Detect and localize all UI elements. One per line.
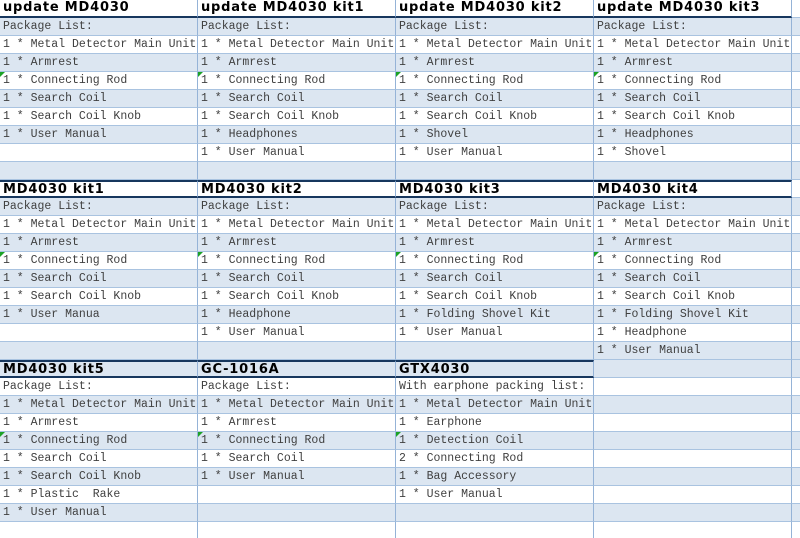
package-item-cell[interactable]: [396, 414, 594, 432]
package-item-cell[interactable]: [0, 90, 198, 108]
cell-text: 1 * Armrest: [399, 236, 475, 249]
product-title-cell[interactable]: [396, 0, 594, 18]
cell-error-indicator-icon: [594, 252, 599, 257]
package-item-cell[interactable]: [396, 378, 594, 396]
cell-text: 1 * Search Coil: [3, 452, 107, 465]
empty-cell[interactable]: [0, 324, 198, 342]
cell-text: 1 * Search Coil: [201, 92, 305, 105]
product-title-cell[interactable]: [396, 360, 594, 378]
sheet-row: [0, 288, 800, 306]
cell-text: 1 * Connecting Rod: [201, 434, 326, 447]
empty-cell[interactable]: [396, 342, 594, 360]
empty-cell[interactable]: [594, 162, 792, 180]
cell-text: 1 * Search Coil: [3, 92, 107, 105]
package-item-cell[interactable]: [0, 414, 198, 432]
package-item-cell[interactable]: [396, 432, 594, 450]
empty-cell[interactable]: [792, 396, 800, 414]
package-item-cell[interactable]: [0, 252, 198, 270]
package-item-cell[interactable]: [594, 342, 792, 360]
package-item-cell[interactable]: [594, 288, 792, 306]
empty-cell[interactable]: [198, 504, 396, 522]
package-item-cell[interactable]: [198, 36, 396, 54]
cell-text: 1 * Metal Detector Main Unit: [3, 38, 197, 51]
empty-cell[interactable]: [198, 342, 396, 360]
cell-text: 1 * Search Coil: [399, 92, 503, 105]
package-item-cell[interactable]: [396, 288, 594, 306]
package-item-cell[interactable]: [198, 396, 396, 414]
product-title-cell[interactable]: [594, 0, 792, 18]
cell-text: 1 * User Manual: [3, 128, 107, 141]
empty-cell[interactable]: [792, 252, 800, 270]
package-item-cell[interactable]: [396, 144, 594, 162]
package-item-cell[interactable]: [198, 18, 396, 36]
sheet-row: [0, 432, 800, 450]
package-item-cell[interactable]: [198, 306, 396, 324]
cell-error-indicator-icon: [198, 252, 203, 257]
empty-cell[interactable]: [396, 504, 594, 522]
cell-text: 1 * Search Coil Knob: [597, 110, 736, 123]
empty-cell[interactable]: [792, 270, 800, 288]
cell-text: 1 * Search Coil: [399, 272, 503, 285]
package-item-cell[interactable]: [0, 198, 198, 216]
sheet-row: [0, 126, 800, 144]
cell-text: 1 * Metal Detector Main Unit: [597, 218, 791, 231]
package-item-cell[interactable]: [594, 198, 792, 216]
cell-text: 1 * Connecting Rod: [399, 254, 524, 267]
empty-cell[interactable]: [792, 486, 800, 504]
cell-error-indicator-icon: [198, 72, 203, 77]
cell-text: 1 * Search Coil Knob: [399, 110, 538, 123]
cell-text: 1 * Search Coil: [201, 452, 305, 465]
cell-text: Package List:: [201, 200, 291, 213]
package-item-cell[interactable]: [0, 54, 198, 72]
package-item-cell[interactable]: [594, 324, 792, 342]
empty-cell[interactable]: [792, 288, 800, 306]
cell-text: 1 * Metal Detector Main Unit: [201, 398, 395, 411]
empty-cell[interactable]: [396, 162, 594, 180]
sheet-row: [0, 108, 800, 126]
cell-text: 1 * Search Coil Knob: [399, 290, 538, 303]
cell-text: 1 * Metal Detector Main Unit: [3, 218, 197, 231]
package-item-cell[interactable]: [396, 216, 594, 234]
empty-cell[interactable]: [396, 522, 594, 538]
empty-cell[interactable]: [792, 198, 800, 216]
package-item-cell[interactable]: [396, 108, 594, 126]
sheet-row: [0, 36, 800, 54]
cell-text: 1 * Connecting Rod: [3, 254, 128, 267]
empty-cell[interactable]: [0, 342, 198, 360]
empty-cell[interactable]: [792, 162, 800, 180]
product-title-cell[interactable]: [0, 0, 198, 18]
product-title-cell[interactable]: [0, 180, 198, 198]
package-item-cell[interactable]: [198, 270, 396, 288]
package-item-cell[interactable]: [0, 36, 198, 54]
empty-cell[interactable]: [594, 414, 792, 432]
cell-text: 1 * Connecting Rod: [597, 254, 722, 267]
empty-cell[interactable]: [594, 432, 792, 450]
sheet-row: [0, 198, 800, 216]
empty-cell[interactable]: [792, 18, 800, 36]
cell-text: 1 * User Manual: [201, 146, 305, 159]
cell-text: 1 * Search Coil Knob: [201, 110, 340, 123]
cell-text: 1 * Armrest: [3, 236, 79, 249]
product-title-label: GC-1016A: [201, 362, 280, 377]
sheet-row: [0, 54, 800, 72]
cell-text: 1 * Bag Accessory: [399, 470, 517, 483]
cell-text: 1 * User Manual: [201, 326, 305, 339]
sheet-row: [0, 18, 800, 36]
package-item-cell[interactable]: [0, 450, 198, 468]
section-header-row: [0, 180, 800, 198]
package-item-cell[interactable]: [396, 324, 594, 342]
cell-text: 1 * Metal Detector Main Unit: [201, 38, 395, 51]
sheet-row: [0, 270, 800, 288]
empty-cell[interactable]: [792, 0, 800, 18]
product-title-cell[interactable]: [198, 180, 396, 198]
package-item-cell[interactable]: [0, 486, 198, 504]
empty-cell[interactable]: [594, 450, 792, 468]
cell-error-indicator-icon: [396, 252, 401, 257]
cell-text: 1 * Shovel: [597, 146, 667, 159]
cell-text: 1 * Connecting Rod: [3, 434, 128, 447]
package-item-cell[interactable]: [396, 270, 594, 288]
cell-error-indicator-icon: [396, 72, 401, 77]
cell-text: 1 * User Manua: [3, 308, 100, 321]
cell-text: Package List:: [201, 20, 291, 33]
empty-cell[interactable]: [792, 90, 800, 108]
cell-text: Package List:: [399, 20, 489, 33]
cell-text: 1 * Metal Detector Main Unit: [399, 218, 593, 231]
package-item-cell[interactable]: [198, 288, 396, 306]
package-item-cell[interactable]: [0, 432, 198, 450]
package-item-cell[interactable]: [0, 396, 198, 414]
sheet-row: [0, 90, 800, 108]
empty-cell[interactable]: [792, 72, 800, 90]
empty-cell[interactable]: [594, 504, 792, 522]
package-item-cell[interactable]: [594, 54, 792, 72]
cell-text: 1 * Metal Detector Main Unit: [3, 398, 197, 411]
cell-text: Package List:: [3, 380, 93, 393]
sheet-row: [0, 450, 800, 468]
empty-cell[interactable]: [792, 144, 800, 162]
package-item-cell[interactable]: [396, 18, 594, 36]
package-item-cell[interactable]: [0, 504, 198, 522]
product-title-cell[interactable]: [198, 360, 396, 378]
cell-text: With earphone packing list:: [399, 380, 586, 393]
cell-text: 1 * Search Coil Knob: [597, 290, 736, 303]
empty-cell[interactable]: [792, 432, 800, 450]
cell-text: 1 * User Manual: [399, 326, 503, 339]
sheet-row: [0, 72, 800, 90]
package-item-cell[interactable]: [198, 144, 396, 162]
cell-text: 1 * Armrest: [597, 56, 673, 69]
package-item-cell[interactable]: [198, 126, 396, 144]
sheet-row: [0, 522, 800, 538]
package-item-cell[interactable]: [396, 468, 594, 486]
empty-cell[interactable]: [198, 522, 396, 538]
package-item-cell[interactable]: [594, 72, 792, 90]
cell-text: 1 * Search Coil Knob: [3, 110, 142, 123]
cell-text: 1 * Armrest: [201, 416, 277, 429]
package-item-cell[interactable]: [198, 414, 396, 432]
empty-cell[interactable]: [792, 216, 800, 234]
cell-text: Package List:: [597, 200, 687, 213]
empty-cell[interactable]: [792, 126, 800, 144]
empty-cell[interactable]: [594, 378, 792, 396]
empty-cell[interactable]: [594, 522, 792, 538]
cell-text: 1 * Search Coil: [597, 272, 701, 285]
cell-text: 1 * Headphones: [597, 128, 694, 141]
package-item-cell[interactable]: [0, 108, 198, 126]
package-item-cell[interactable]: [198, 198, 396, 216]
package-item-cell[interactable]: [0, 378, 198, 396]
cell-text: 1 * Connecting Rod: [201, 74, 326, 87]
cell-text: 1 * Detection Coil: [399, 434, 524, 447]
package-item-cell[interactable]: [396, 234, 594, 252]
empty-cell[interactable]: [792, 522, 800, 538]
cell-text: 1 * Folding Shovel Kit: [399, 308, 551, 321]
product-title-label: update MD4030 kit1: [201, 0, 365, 15]
package-item-cell[interactable]: [594, 144, 792, 162]
package-item-cell[interactable]: [594, 306, 792, 324]
sheet-row: [0, 252, 800, 270]
package-item-cell[interactable]: [0, 234, 198, 252]
sheet-row: [0, 342, 800, 360]
package-item-cell[interactable]: [198, 468, 396, 486]
cell-text: 1 * Armrest: [201, 236, 277, 249]
product-title-cell[interactable]: [594, 180, 792, 198]
empty-cell[interactable]: [198, 162, 396, 180]
cell-text: 1 * User Manual: [399, 488, 503, 501]
empty-cell[interactable]: [0, 162, 198, 180]
product-title-cell[interactable]: [0, 360, 198, 378]
empty-cell[interactable]: [792, 342, 800, 360]
package-item-cell[interactable]: [396, 72, 594, 90]
package-item-cell[interactable]: [396, 252, 594, 270]
empty-cell[interactable]: [594, 468, 792, 486]
product-title-label: update MD4030 kit2: [399, 0, 563, 15]
cell-text: 1 * Shovel: [399, 128, 469, 141]
section-header-row: [0, 360, 800, 378]
empty-cell[interactable]: [792, 306, 800, 324]
cell-text: 1 * Armrest: [399, 56, 475, 69]
empty-cell[interactable]: [594, 396, 792, 414]
package-item-cell[interactable]: [594, 90, 792, 108]
cell-text: 1 * Metal Detector Main Unit: [201, 218, 395, 231]
cell-text: 1 * User Manual: [201, 470, 305, 483]
package-item-cell[interactable]: [198, 90, 396, 108]
package-item-cell[interactable]: [0, 468, 198, 486]
package-item-cell[interactable]: [198, 234, 396, 252]
cell-text: 1 * Headphones: [201, 128, 298, 141]
package-item-cell[interactable]: [0, 126, 198, 144]
section-header-row: [0, 0, 800, 18]
package-item-cell[interactable]: [0, 288, 198, 306]
cell-text: 1 * User Manual: [399, 146, 503, 159]
cell-error-indicator-icon: [198, 432, 203, 437]
empty-cell[interactable]: [198, 486, 396, 504]
cell-text: 1 * Armrest: [3, 416, 79, 429]
cell-text: 1 * Metal Detector Main Unit: [597, 38, 791, 51]
product-title-label: update MD4030: [3, 0, 130, 15]
product-title-cell[interactable]: [396, 180, 594, 198]
empty-cell[interactable]: [792, 108, 800, 126]
product-title-label: MD4030 kit3: [399, 182, 501, 197]
package-item-cell[interactable]: [594, 270, 792, 288]
sheet-row: [0, 216, 800, 234]
cell-text: Package List:: [597, 20, 687, 33]
package-item-cell[interactable]: [594, 126, 792, 144]
cell-text: 1 * Connecting Rod: [3, 74, 128, 87]
package-item-cell[interactable]: [198, 216, 396, 234]
product-title-label: MD4030 kit2: [201, 182, 303, 197]
cell-error-indicator-icon: [594, 72, 599, 77]
cell-text: Package List:: [3, 20, 93, 33]
package-item-cell[interactable]: [396, 198, 594, 216]
empty-cell[interactable]: [0, 144, 198, 162]
package-item-cell[interactable]: [198, 324, 396, 342]
package-item-cell[interactable]: [0, 270, 198, 288]
cell-text: 1 * User Manual: [3, 506, 107, 519]
package-item-cell[interactable]: [594, 108, 792, 126]
sheet-row: [0, 468, 800, 486]
empty-cell[interactable]: [594, 486, 792, 504]
package-item-cell[interactable]: [594, 252, 792, 270]
empty-cell[interactable]: [792, 180, 800, 198]
empty-cell[interactable]: [792, 414, 800, 432]
product-title-label: update MD4030 kit3: [597, 0, 761, 15]
cell-text: 1 * Earphone: [399, 416, 482, 429]
empty-cell[interactable]: [792, 468, 800, 486]
package-item-cell[interactable]: [396, 36, 594, 54]
package-item-cell[interactable]: [0, 18, 198, 36]
package-item-cell[interactable]: [396, 54, 594, 72]
sheet-row: [0, 414, 800, 432]
empty-cell[interactable]: [0, 522, 198, 538]
cell-text: 1 * Search Coil Knob: [3, 470, 142, 483]
cell-text: 1 * Armrest: [597, 236, 673, 249]
package-item-cell[interactable]: [0, 72, 198, 90]
package-item-cell[interactable]: [198, 378, 396, 396]
package-item-cell[interactable]: [396, 450, 594, 468]
cell-error-indicator-icon: [0, 432, 5, 437]
cell-text: 1 * Search Coil: [3, 272, 107, 285]
empty-cell[interactable]: [792, 324, 800, 342]
package-item-cell[interactable]: [198, 450, 396, 468]
empty-cell[interactable]: [792, 234, 800, 252]
sheet-row: [0, 486, 800, 504]
cell-error-indicator-icon: [0, 72, 5, 77]
cell-text: 1 * Metal Detector Main Unit: [399, 38, 593, 51]
sheet-row: [0, 162, 800, 180]
empty-cell[interactable]: [792, 504, 800, 522]
empty-cell[interactable]: [792, 378, 800, 396]
cell-text: 1 * Connecting Rod: [597, 74, 722, 87]
empty-cell[interactable]: [792, 54, 800, 72]
package-item-cell[interactable]: [594, 234, 792, 252]
cell-text: 1 * Armrest: [201, 56, 277, 69]
empty-cell[interactable]: [792, 360, 800, 378]
sheet-row: [0, 306, 800, 324]
package-item-cell[interactable]: [594, 36, 792, 54]
sheet-row: [0, 396, 800, 414]
product-title-label: MD4030 kit1: [3, 182, 105, 197]
package-item-cell[interactable]: [594, 18, 792, 36]
package-item-cell[interactable]: [198, 108, 396, 126]
cell-text: 1 * Search Coil Knob: [201, 290, 340, 303]
cell-text: 1 * Folding Shovel Kit: [597, 308, 749, 321]
empty-cell[interactable]: [792, 450, 800, 468]
cell-text: 1 * Metal Detector Main Unit: [399, 398, 593, 411]
cell-text: 2 * Connecting Rod: [399, 452, 524, 465]
cell-text: 1 * Search Coil Knob: [3, 290, 142, 303]
cell-text: 1 * Connecting Rod: [399, 74, 524, 87]
cell-text: 1 * Headphone: [597, 326, 687, 339]
package-item-cell[interactable]: [0, 306, 198, 324]
cell-text: 1 * Headphone: [201, 308, 291, 321]
cell-text: 1 * Connecting Rod: [201, 254, 326, 267]
sheet-row: [0, 234, 800, 252]
cell-text: 1 * Plastic Rake: [3, 488, 121, 501]
sheet-row: [0, 504, 800, 522]
product-title-label: MD4030 kit5: [3, 362, 105, 377]
sheet-row: [0, 324, 800, 342]
empty-cell[interactable]: [792, 36, 800, 54]
package-item-cell[interactable]: [198, 432, 396, 450]
package-item-cell[interactable]: [396, 306, 594, 324]
cell-text: Package List:: [201, 380, 291, 393]
package-item-cell[interactable]: [0, 216, 198, 234]
empty-cell[interactable]: [594, 360, 792, 378]
package-item-cell[interactable]: [396, 126, 594, 144]
package-item-cell[interactable]: [396, 396, 594, 414]
package-item-cell[interactable]: [198, 54, 396, 72]
package-item-cell[interactable]: [594, 216, 792, 234]
package-item-cell[interactable]: [198, 72, 396, 90]
cell-error-indicator-icon: [396, 432, 401, 437]
cell-text: Package List:: [3, 200, 93, 213]
cell-error-indicator-icon: [0, 252, 5, 257]
cell-text: 1 * Armrest: [3, 56, 79, 69]
package-item-cell[interactable]: [198, 252, 396, 270]
package-item-cell[interactable]: [396, 90, 594, 108]
cell-text: 1 * Search Coil: [201, 272, 305, 285]
package-item-cell[interactable]: [396, 486, 594, 504]
product-title-label: MD4030 kit4: [597, 182, 699, 197]
cell-text: 1 * Search Coil: [597, 92, 701, 105]
sheet-row: [0, 378, 800, 396]
cell-text: 1 * User Manual: [597, 344, 701, 357]
product-title-cell[interactable]: [198, 0, 396, 18]
cell-text: Package List:: [399, 200, 489, 213]
sheet-row: [0, 144, 800, 162]
product-title-label: GTX4030: [399, 362, 471, 377]
